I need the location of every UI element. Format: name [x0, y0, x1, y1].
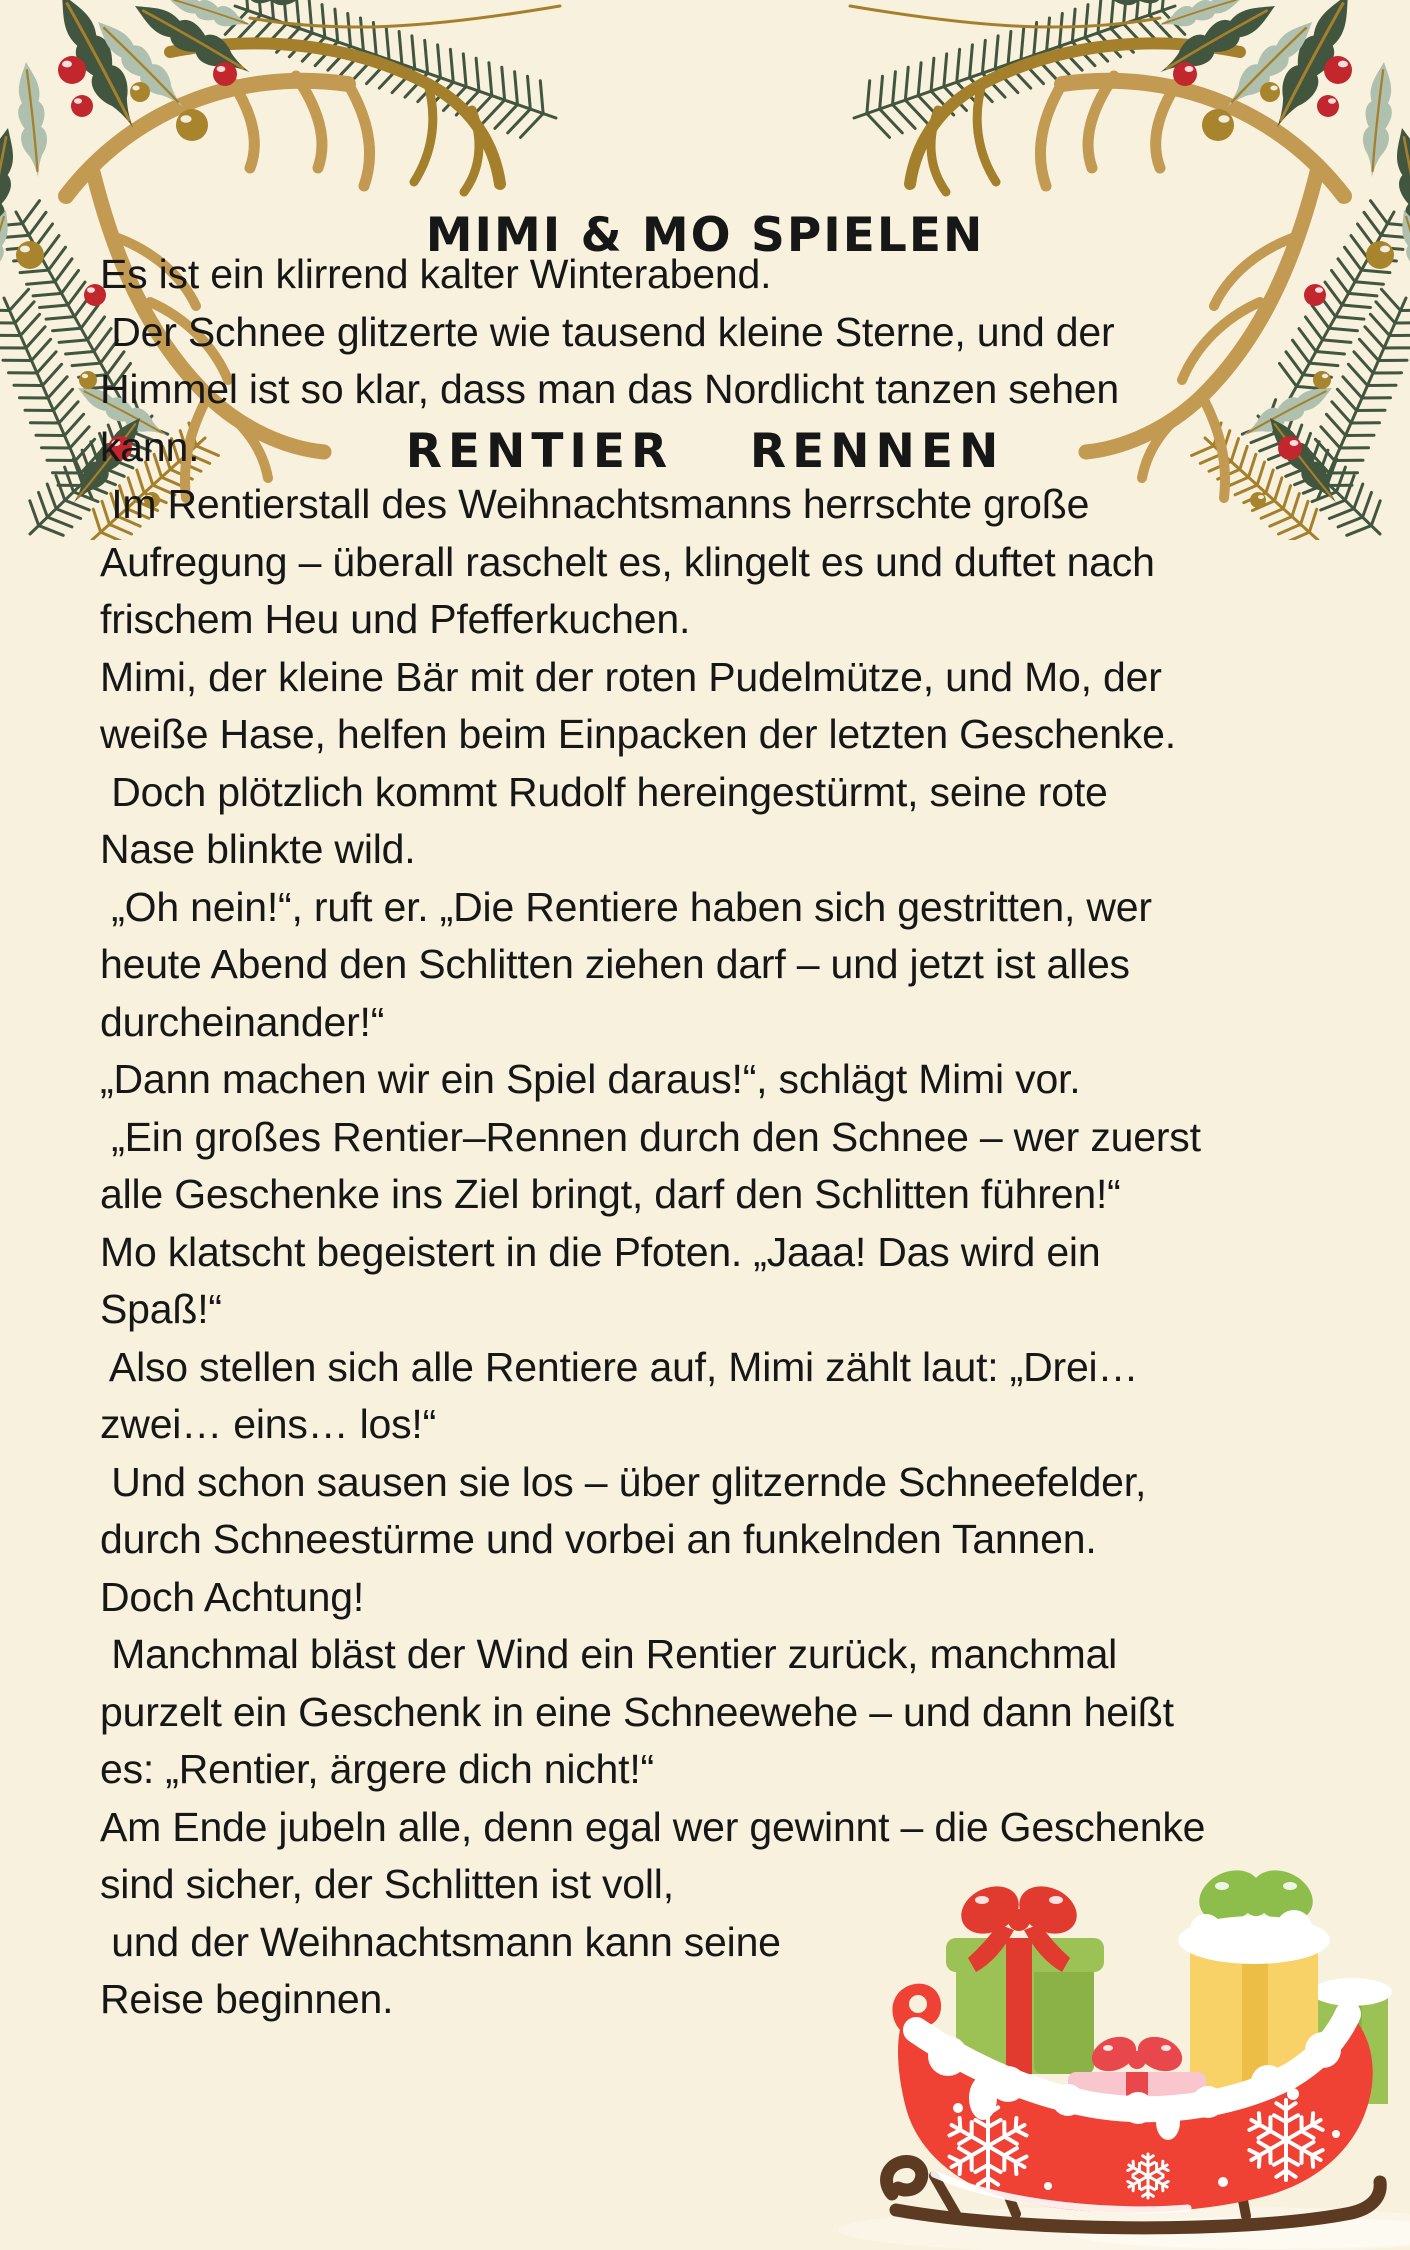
story-line: alle Geschenke ins Ziel bringt, darf den Schlitten führen!“: [100, 1171, 1121, 1217]
story-line: Doch Achtung!: [100, 1573, 365, 1620]
story-line: es: „Rentier, ärgere dich nicht!“: [100, 1746, 654, 1792]
story-line: kann.: [100, 423, 200, 470]
story-line: und der Weihnachtsmann kann seine: [100, 1918, 781, 1965]
story-title-line1: MIMI & MO SPIELEN: [425, 208, 985, 263]
story-line: durcheinander!“: [100, 998, 385, 1045]
story-line: Also stellen sich alle Rentiere auf, Mimi zählt laut: „Drei…: [100, 1343, 1139, 1390]
story-line: durch Schneestürme und vorbei an funkelnden Tannen.: [100, 1516, 1097, 1562]
story-line: weiße Hase, helfen beim Einpacken der letzten Geschenke.: [100, 711, 1176, 757]
story-line: Himmel ist so klar, dass man das Nordlicht tanzen sehen: [100, 366, 1120, 412]
story-line: Im Rentierstall des Weihnachtsmanns herrschte große: [100, 481, 1090, 527]
story-line: frischem Heu und Pfefferkuchen.: [100, 596, 691, 642]
story-line: „Dann machen wir ein Spiel daraus!“, schlägt Mimi vor.: [100, 1056, 1081, 1102]
story-line: zwei… eins… los!“: [100, 1401, 437, 1447]
story-line: Nase blinkte wild.: [100, 826, 416, 872]
snowflake-icon: [1128, 2154, 1168, 2198]
story-line: sind sicher, der Schlitten ist voll,: [100, 1861, 674, 1907]
story-title-line2: RENTIER RENNEN: [405, 424, 1005, 479]
story-line: Manchmal bläst der Wind ein Rentier zurück, manchmal: [100, 1631, 1118, 1677]
story-line: „Ein großes Rentier–Rennen durch den Schnee – wer zuerst: [100, 1113, 1201, 1160]
story-line: „Oh nein!“, ruft er. „Die Rentiere haben sich gestritten, wer: [100, 883, 1152, 930]
story-line: Es ist ein klirrend kalter Winterabend.: [100, 251, 772, 297]
story-line: Spaß!“: [100, 1286, 222, 1332]
story-line: Und schon sausen sie los – über glitzernde Schneefelder,: [100, 1458, 1147, 1505]
story-line: Mo klatscht begeistert in die Pfoten. „Jaaa! Das wird ein: [100, 1228, 1101, 1275]
story-line: Doch plötzlich kommt Rudolf hereingestürmt, seine rote: [100, 768, 1108, 815]
red-bow-icon: [1087, 2031, 1188, 2078]
story-line: Der Schnee glitzerte wie tausend kleine Sterne, und der: [100, 308, 1115, 355]
story-line: Am Ende jubeln alle, denn egal wer gewinnt – die Geschenke: [100, 1803, 1206, 1850]
story-line: Reise beginnen.: [100, 1976, 394, 2022]
story-line: Aufregung – überall raschelt es, klingelt es und duftet nach: [100, 538, 1155, 585]
story-line: heute Abend den Schlitten ziehen darf – und jetzt ist alles: [100, 941, 1130, 987]
story-line: purzelt ein Geschenk in eine Schneewehe – und dann heißt: [100, 1688, 1174, 1735]
story-title: [0, 56, 1410, 632]
story-line: Mimi, der kleine Bär mit der roten Pudelmütze, und Mo, der: [100, 653, 1162, 700]
